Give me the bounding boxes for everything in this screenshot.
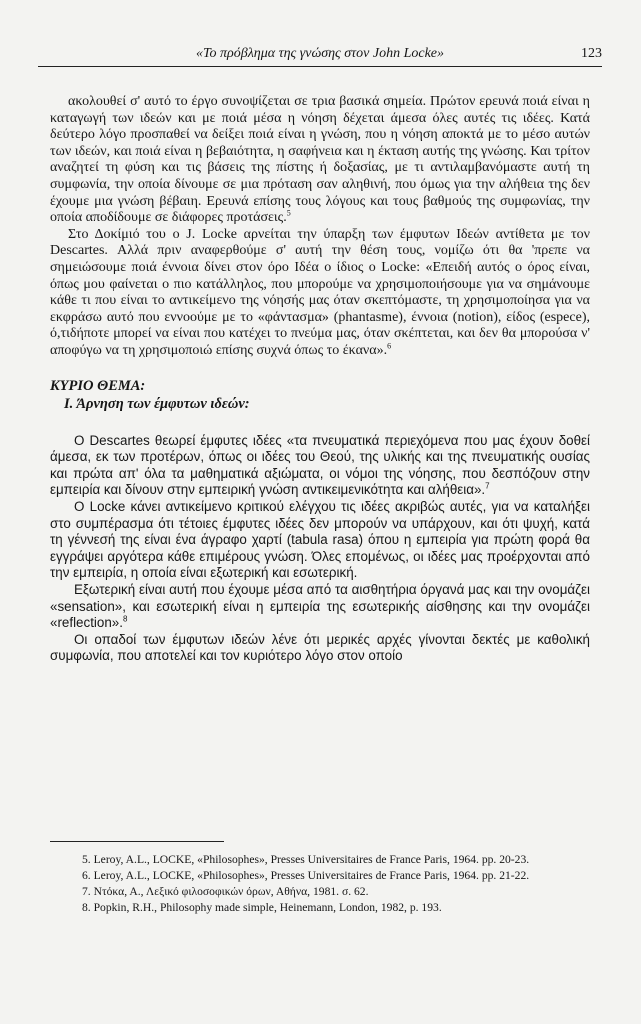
paragraph: Οι οπαδοί των έμφυτων ιδεών λένε ότι μερικές αρχές γίνονται δεκτές με καθολική συμφωνία, που αποτελεί και τον κυριότερο λόγο στον οποίο xyxy=(50,631,590,664)
footnote: 7. Ντόκα, Α., Λεξικό φιλοσοφικών όρων, Αθήνα, 1981. σ. 62. xyxy=(82,885,369,898)
footnotes xyxy=(50,852,590,916)
paragraph: ακολουθεί σ' αυτό το έργο συνοψίζεται σε τρια βασικά σημεία. Πρώτον ερευνά ποιά είναι η καταγωγή των ιδεών και με ποιά μέσα η νόηση δέχεται άμεσα όλες αυτές τις ιδέες. Κατά δεύτερο λόγο προσπαθεί να δείξει ποιά είναι η γνώση, που η νόηση αποκτά με το μέσο αυτών των ιδεών, και ποιά είναι η βεβαιότητα, η σαφήνεια και η έκταση αυτής της γνώσης. Και τρίτον αναζητεί τη φύση και τις βάσεις της πίστης ή δοξασίας, με τι αντιλαμβανόμαστε αυτή τη συμφωνία, την οποία δίνουμε σε μια πρόταση σαν αληθινή, που όμως για την αλήθεια της δεν έχουμε μια γνώση βέβαιη. Ερευνά επίσης τους λόγους και τους βαθμούς της συμφωνίας, την οποία αποδίδουμε σε διάφορες προτάσεις.$^5$ xyxy=(50,94,590,226)
paragraph: Στο Δοκίμιό του ο J. Locke αρνείται την ύπαρξη των έμφυτων Ιδεών αντίθετα με τον Descartes. Αλλά πριν αναφερθούμε σ' αυτή την θέση τους, νομίζω ότι θα 'πρεπε να σημειώσουμε ποιά έννοια δίνει στον όρο Ιδέα ο ίδιος ο Locke: «Επειδή αυτός ο όρος είναι, όπως μου φαίνεται ο πιο κατάλληλος, που μπορούμε να χρησιμοποιήσουμε για να σημάνουμε κάθε τι που είναι το αντικείμενο της νόησής μας όταν σκεπτόμαστε, τη χρησιμοποίησα για να εκφράσω αυτό που εννοούμε με το «φάντασμα» (phantasme), έννοια (notion), είδος (espece), ό,τιδήποτε μπορεί να είναι που κατέχει το πνεύμα μας, όταν σκέπτεται, και δεν θα μπορούσα ν' αποφύγω να τη χρησιμοποιώ επίσης συχνά όπως το έκανα».$^6$ xyxy=(50,226,590,358)
footnote-ref: 7 xyxy=(485,482,490,491)
footnote: 5. Leroy, A.L., LOCKE, «Philosophes», Presses Universitaires de France Paris, 1964. pp. 20-23. xyxy=(82,853,530,866)
paragraph: Ο Locke κάνει αντικείμενο κριτικού ελέγχου τις ιδέες ακριβώς αυτές, για να καταλήξει στο συμπέρασμα ότι τέτοιες έμφυτες ιδέες δεν μπορούν να υπάρχουν, και ότι ψυχή, κατά τη γέννεσή της είναι ένα άγραφο χαρτί (tabula rasa) όπου η εμπειρία για πρώτη φορά θα εγγράψει αργότερα κάθε επιμέρους γνώση. Όλες επομένως, οι ιδέες μας προέρχονται από την εμπειρία, η οποία είναι εξωτερική και εσωτερική. xyxy=(50,499,590,581)
page-number: 123 xyxy=(581,46,602,61)
running-header xyxy=(38,46,602,67)
running-title: «Το πρόβλημα της γνώσης στον John Locke» xyxy=(195,46,445,61)
paragraph: Εξωτερική είναι αυτή που έχουμε μέσα από τα αισθητήρια όργανά μας και την ονομάζει «sensation», και εσωτερική είναι η εμπειρία της εσωτερικής αίσθησης και την ονομάζει «reflection».$^8$ xyxy=(50,582,590,631)
footnote: 8. Popkin, R.H., Philosophy made simple, Heinemann, London, 1982, p. 193. xyxy=(82,901,442,914)
footnote-ref: 8 xyxy=(122,614,128,624)
subsection-heading: Ι. Άρνηση των έμφυτων ιδεών: xyxy=(64,396,250,413)
main-text xyxy=(50,94,590,665)
footnote: 6. Leroy, A.L., LOCKE, «Philosophes», Presses Universitaires de France Paris, 1964. pp. 21-22. xyxy=(82,869,530,882)
paragraph: Ο Descartes θεωρεί έμφυτες ιδέες «τα πνευματικά περιεχόμενα που μας έχουν δοθεί άμεσα, εκ των προτέρων, όπως οι ιδέες του Θεού, της υλικής και της πνευματικής ουσίας και πρώτα απ' όλα τα μαθηματικά αξιώματα, οι νόμοι της νόησης, που δεσπόζουν στην εμπειρία και δίνουν στην εμπειρική γνώση αντικειμενικότητα και αλήθεια».$^7$ xyxy=(50,432,590,498)
section-heading: ΚΥΡΙΟ ΘΕΜΑ: xyxy=(50,377,146,394)
footnote-ref: 6 xyxy=(387,341,392,351)
footnote-ref: 5 xyxy=(286,208,291,218)
footnote-divider xyxy=(50,841,224,842)
